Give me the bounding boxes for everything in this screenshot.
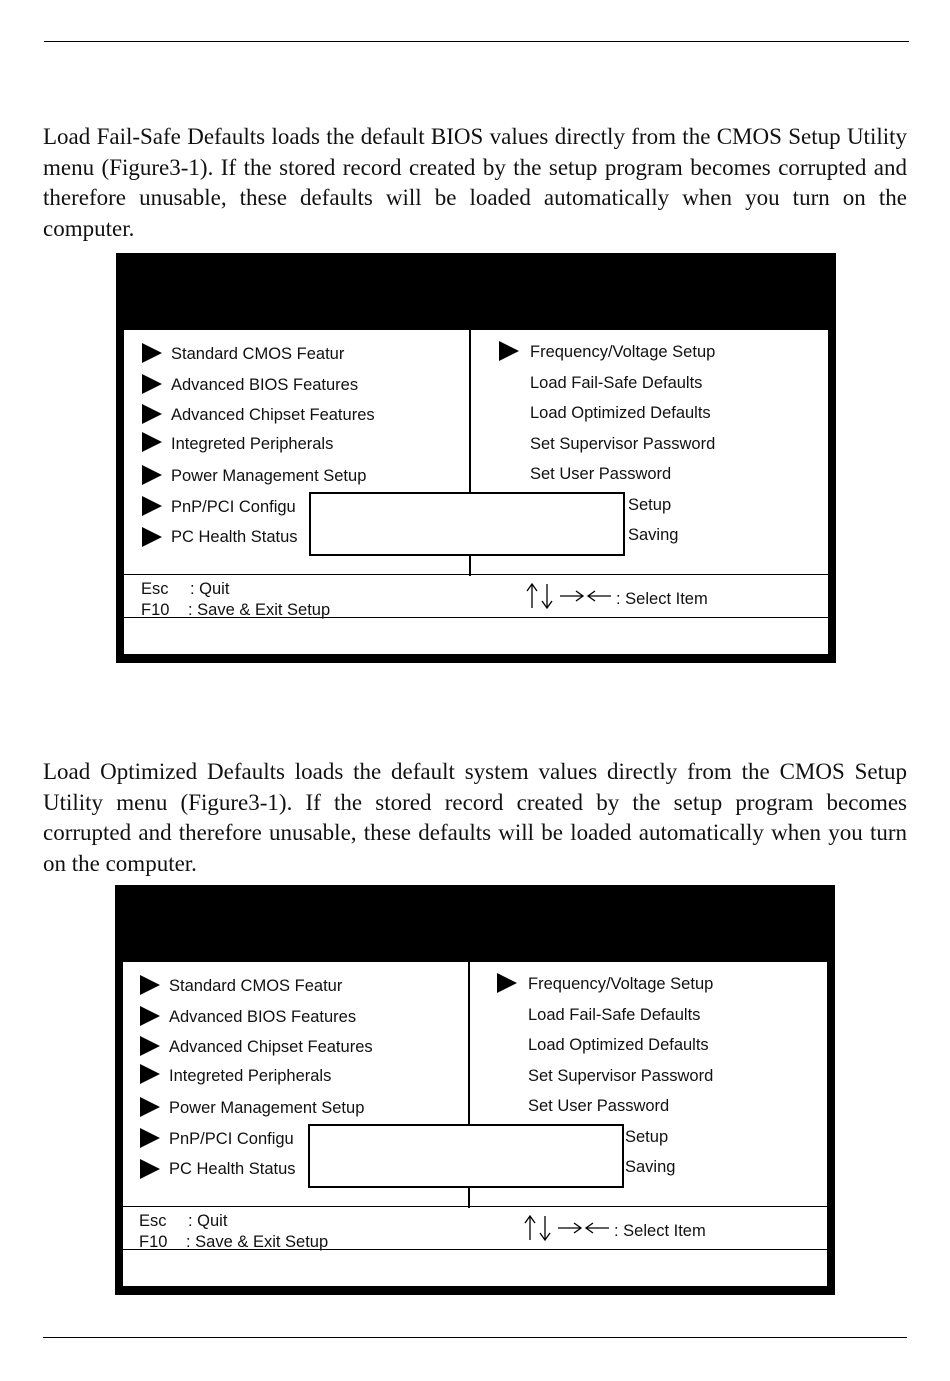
menu-item-save-exit-setup[interactable]: Setup (625, 1128, 669, 1146)
menu-item-advanced-chipset[interactable]: Advanced Chipset Features (169, 1038, 373, 1056)
menu-item-advanced-bios[interactable]: Advanced BIOS Features (169, 1008, 357, 1026)
menu-pointer-icon (140, 975, 160, 995)
menu-item-advanced-bios[interactable]: Advanced BIOS Features (171, 376, 359, 394)
menu-item-integrated-peripherals[interactable]: Integreted Peripherals (171, 435, 334, 453)
arrow-keys-icon (522, 1214, 612, 1242)
menu-item-user-password[interactable]: Set User Password (530, 465, 672, 483)
esc-key-label: Esc (141, 580, 169, 598)
menu-pointer-icon (142, 404, 162, 424)
menu-pointer-icon (140, 1159, 160, 1179)
menu-pointer-icon (142, 432, 162, 452)
menu-pointer-icon (142, 343, 162, 363)
menu-pointer-icon (142, 465, 162, 485)
menu-item-exit-without-saving[interactable]: Saving (625, 1158, 676, 1176)
optimized-description: Load Optimized Defaults loads the default system values directly from the CMOS Setup Utility menu (Figure3-1). If the stored record created by the setup program becomes corrupted and therefore unusable, these defaults will be loaded automatically when you turn on the computer. (43, 759, 907, 876)
esc-key-label: Esc (139, 1212, 167, 1230)
menu-pointer-icon (140, 1006, 160, 1026)
bios-menu-panel (124, 330, 828, 654)
arrow-keys-icon (524, 582, 614, 610)
confirmation-dialog (308, 1124, 624, 1188)
menu-pointer-icon (499, 341, 519, 361)
esc-action-label: : Quit (188, 1212, 228, 1230)
menu-pointer-icon (142, 496, 162, 516)
menu-item-load-optimized[interactable]: Load Optimized Defaults (528, 1036, 709, 1054)
menu-item-supervisor-password[interactable]: Set Supervisor Password (530, 435, 716, 453)
f10-key-label: F10 (141, 601, 170, 619)
menu-item-save-exit-setup[interactable]: Setup (628, 496, 672, 514)
menu-item-pnp-pci[interactable]: PnP/PCI Configu (169, 1130, 294, 1148)
footer-top-line (123, 1206, 827, 1207)
menu-item-user-password[interactable]: Set User Password (528, 1097, 670, 1115)
f10-action-label: : Save & Exit Setup (188, 601, 331, 619)
footer-top-line (124, 574, 828, 575)
menu-item-pc-health[interactable]: PC Health Status (171, 528, 298, 546)
confirmation-dialog (309, 492, 625, 556)
menu-item-load-optimized[interactable]: Load Optimized Defaults (530, 404, 711, 422)
select-item-label: : Select Item (614, 1222, 706, 1240)
menu-item-power-management[interactable]: Power Management Setup (171, 467, 367, 485)
top-rule (44, 41, 909, 42)
esc-action-label: : Quit (190, 580, 230, 598)
menu-item-frequency-voltage[interactable]: Frequency/Voltage Setup (530, 343, 716, 361)
fail-safe-description: Load Fail-Safe Defaults loads the default BIOS values directly from the CMOS Setup Utility menu (Figure3-1). If the stored record created by the setup program becomes corrupted and therefore unusable, these defaults will be loaded automatically when you turn on the computer. (43, 124, 907, 241)
menu-item-pnp-pci[interactable]: PnP/PCI Configu (171, 498, 296, 516)
menu-pointer-icon (140, 1036, 160, 1056)
bottom-rule (43, 1337, 907, 1338)
menu-item-standard-cmos[interactable]: Standard CMOS Featur (171, 345, 345, 363)
menu-item-standard-cmos[interactable]: Standard CMOS Featur (169, 977, 343, 995)
menu-pointer-icon (142, 374, 162, 394)
bios-screen-1 (116, 253, 836, 663)
menu-item-integrated-peripherals[interactable]: Integreted Peripherals (169, 1067, 332, 1085)
menu-pointer-icon (497, 973, 517, 993)
menu-item-frequency-voltage[interactable]: Frequency/Voltage Setup (528, 975, 714, 993)
menu-item-advanced-chipset[interactable]: Advanced Chipset Features (171, 406, 375, 424)
select-item-label: : Select Item (616, 590, 708, 608)
bios-screen-2 (115, 885, 835, 1295)
menu-item-supervisor-password[interactable]: Set Supervisor Password (528, 1067, 714, 1085)
f10-action-label: : Save & Exit Setup (186, 1233, 329, 1251)
menu-item-load-fail-safe[interactable]: Load Fail-Safe Defaults (530, 374, 703, 392)
menu-pointer-icon (140, 1128, 160, 1148)
menu-item-load-fail-safe[interactable]: Load Fail-Safe Defaults (528, 1006, 701, 1024)
menu-item-power-management[interactable]: Power Management Setup (169, 1099, 365, 1117)
menu-item-exit-without-saving[interactable]: Saving (628, 526, 679, 544)
menu-pointer-icon (142, 527, 162, 547)
menu-pointer-icon (140, 1064, 160, 1084)
menu-pointer-icon (140, 1097, 160, 1117)
f10-key-label: F10 (139, 1233, 168, 1251)
menu-item-pc-health[interactable]: PC Health Status (169, 1160, 296, 1178)
bios-menu-panel (123, 962, 827, 1286)
